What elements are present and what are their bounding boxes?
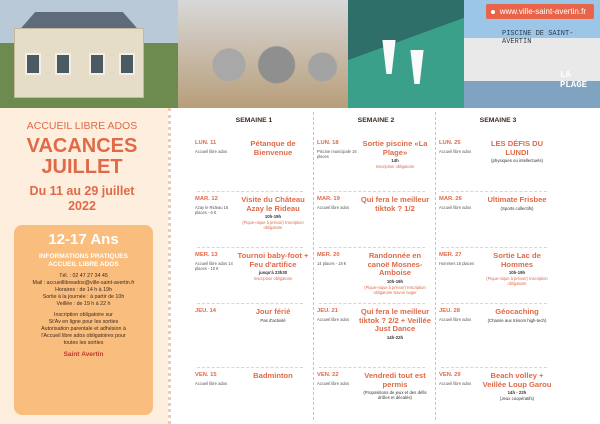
- logo-part-a: Saint: [63, 351, 80, 358]
- day-note: Accueil libre ados: [439, 381, 472, 386]
- day-label: MAR. 12: [195, 196, 218, 202]
- day-label: LUN. 25: [439, 140, 461, 146]
- activity: [479, 140, 555, 163]
- row-divider: [319, 247, 425, 248]
- activity-subtitle: Pas d'activité: [260, 317, 286, 323]
- info-heading-2: ACCUEIL LIBRE ADOS: [48, 261, 119, 268]
- activity-title: Qui fera le meilleur tiktok ? 2/2 + Veillée Just Dance: [359, 307, 431, 333]
- day-cell: [439, 252, 557, 305]
- day-label: MAR. 19: [317, 196, 340, 202]
- building-logo: LA PLAGE: [560, 70, 588, 90]
- left-panel: [0, 108, 164, 424]
- day-cell: [195, 252, 313, 305]
- info-heading: [14, 253, 153, 269]
- activity-title: Vendredi tout est permis: [364, 371, 426, 389]
- activity-time: 10h-19h: [508, 270, 526, 275]
- activity-note: (Pique-nique à prévoir) Inscription obligatoire: [242, 220, 304, 230]
- age-range: 12-17 Ans: [48, 231, 119, 248]
- activity-title: Visite du Château Azay le Rideau: [241, 195, 305, 213]
- activity-title: Jour férié: [255, 307, 291, 316]
- activity-time: 10h-19h: [386, 278, 404, 284]
- day-label: MAR. 26: [439, 196, 462, 202]
- activity: [479, 308, 555, 323]
- activity-title: Géocaching: [495, 307, 539, 316]
- row-divider: [441, 367, 547, 368]
- row-divider: [197, 247, 303, 248]
- activity: [357, 196, 433, 214]
- activity-note: Inscription obligatoire: [253, 276, 293, 281]
- row-divider: [319, 303, 425, 304]
- day-note: Accueil libre ados 14 places - 10 €: [195, 261, 233, 271]
- day-cell: [317, 372, 435, 424]
- day-note: Accueil libre ados: [317, 317, 350, 322]
- day-note: Azay le Rideau 16 places - 6 €: [195, 205, 229, 215]
- activity-time: jusqu'à 23h30: [258, 270, 288, 275]
- row-divider: [319, 191, 425, 192]
- activity: [357, 252, 433, 295]
- activity: [357, 372, 433, 400]
- title-line-1: VACANCES: [26, 135, 138, 157]
- email[interactable]: Mail : accueillibreados@ville-saint-avertin.fr: [32, 280, 135, 286]
- building-sign: PISCINE DE SAINT-AVERTIN: [502, 30, 574, 46]
- activity-title: Qui fera le meilleur tiktok ? 1/2: [360, 195, 430, 213]
- info-heading-1: INFORMATIONS PRATIQUES: [39, 253, 128, 260]
- photo-badminton: [348, 0, 464, 108]
- row-divider: [319, 367, 425, 368]
- activity-subtitle: (Sports collectifs): [500, 205, 534, 211]
- city-logo: [14, 351, 153, 358]
- day-cell: [195, 372, 313, 424]
- day-cell: [317, 252, 435, 305]
- activity-subtitle: (Jeux coopératifs): [499, 396, 535, 401]
- week-header-3: SEMAINE 3: [479, 117, 517, 124]
- day-cell: [317, 196, 435, 249]
- phone: Tél. : 02 47 27 34 45: [59, 273, 108, 279]
- day-cell: [195, 140, 313, 193]
- activity: [479, 252, 555, 286]
- main-title: [0, 136, 164, 178]
- activity: [479, 372, 555, 401]
- photo-strip: [0, 0, 600, 108]
- registration-2: St'Av en ligne pour les sorties: [48, 319, 119, 325]
- activity-title: Ultimate Frisbee: [487, 195, 547, 204]
- day-label: MER. 13: [195, 252, 218, 258]
- activity-note: (Pique-nique à prévoir) Inscription obligatoire Savoir nager: [364, 284, 426, 295]
- activity-subtitle: (physiques ou intellectuels): [491, 158, 543, 163]
- activity-note: Inscription obligatoire: [375, 164, 415, 169]
- day-note: Accueil libre ados: [439, 205, 472, 210]
- dates: [0, 184, 164, 214]
- evening-hours: Veillée : de 19 h à 22 h: [56, 301, 111, 307]
- day-cell: [439, 308, 557, 361]
- day-label: JEU. 28: [439, 308, 460, 314]
- registration-1: Inscription obligatoire sur: [54, 312, 113, 318]
- column-divider: [313, 112, 314, 420]
- day-cell: [317, 140, 435, 193]
- week-header-1: SEMAINE 1: [235, 117, 273, 124]
- activity-title: Sortie piscine «La Plage»: [362, 139, 428, 157]
- day-note: Accueil libre ados: [317, 381, 350, 386]
- activity: [235, 308, 311, 323]
- day-cell: [195, 196, 313, 249]
- day-label: LUN. 18: [317, 140, 339, 146]
- row-divider: [197, 191, 303, 192]
- activity-subtitle: (Propositions de jeux et des défis drôles et décalés): [363, 390, 427, 400]
- logo-part-b: Avertin: [81, 351, 104, 358]
- activity: [357, 308, 433, 341]
- day-cell: [317, 308, 435, 361]
- day-label: VEN. 15: [195, 372, 217, 378]
- row-divider: [441, 303, 547, 304]
- day-label: JEU. 14: [195, 308, 216, 314]
- day-note: Piscine municipale 16 places: [317, 149, 357, 159]
- activity: [235, 252, 311, 281]
- day-note: Accueil libre ados: [195, 381, 228, 386]
- activity-time: 14h: [391, 158, 399, 163]
- activity: [235, 372, 311, 382]
- day-note: Hommes 16 places: [439, 261, 475, 266]
- day-note: Accueil libre ados: [439, 317, 472, 322]
- authorization-3: toutes les sorties: [63, 340, 104, 346]
- day-cell: [439, 196, 557, 249]
- activity-title: Tournoi baby-foot + Feu d'artifice: [237, 251, 309, 269]
- row-divider: [197, 303, 303, 304]
- day-label: VEN. 29: [439, 372, 461, 378]
- activity-subtitle: (Chasse aux trésors high-tech): [487, 317, 547, 323]
- day-note: 14 places - 18 €: [317, 261, 347, 266]
- activity-title: Beach volley + Veillée Loup Garou: [482, 371, 552, 389]
- activity-title: Randonnée en canoë Mosnes-Amboise: [367, 251, 423, 277]
- hours: Horaires : de 14 h à 19h: [55, 287, 112, 293]
- row-divider: [197, 367, 303, 368]
- day-label: MER. 27: [439, 252, 462, 258]
- photo-petanque: [178, 0, 348, 108]
- activity-title: Pétanque de Bienvenue: [250, 139, 296, 157]
- day-label: LUN. 11: [195, 140, 217, 146]
- dates-line-1: Du 11 au 29 juillet: [29, 184, 135, 198]
- row-divider: [441, 247, 547, 248]
- photo-house: [0, 0, 178, 108]
- info-box: [14, 225, 153, 415]
- activity: [235, 140, 311, 158]
- activity-title: Badminton: [253, 371, 293, 380]
- day-cell: [439, 372, 557, 424]
- day-cell: [195, 308, 313, 361]
- day-cell: [439, 140, 557, 193]
- day-label: JEU. 21: [317, 308, 338, 314]
- week-header-2: SEMAINE 2: [357, 117, 395, 124]
- activity: [479, 196, 555, 211]
- column-divider: [435, 112, 436, 420]
- activity-time: 14h - 22h: [507, 390, 527, 395]
- activity: [357, 140, 433, 169]
- authorization-1: Autorisation parentale et adhésion à: [41, 326, 126, 332]
- day-trip-hours: Sortie à la journée : à partir de 10h: [42, 294, 125, 300]
- day-note: Accueil libre ados: [439, 149, 472, 154]
- accueil-label: ACCUEIL LIBRE ADOS: [26, 120, 138, 132]
- day-note: Accueil libre ados: [317, 205, 350, 210]
- authorization-2: l'Accueil libre ados obligatoires pour: [41, 333, 126, 339]
- website-url-link[interactable]: www.ville-saint-avertin.fr: [486, 4, 594, 19]
- activity-title: LES DÉFIS DU LUNDI: [490, 139, 544, 157]
- row-divider: [441, 191, 547, 192]
- dates-line-2: 2022: [68, 199, 96, 213]
- activity-time: 14h-22h: [386, 334, 404, 340]
- day-label: MER. 20: [317, 252, 340, 258]
- day-note: Accueil libre ados: [195, 149, 228, 154]
- activity-note: (Pique-nique à prévoir) Inscription obligatoire: [486, 276, 548, 286]
- activity: [235, 196, 311, 230]
- schedule-table: [168, 108, 600, 424]
- day-label: VEN. 22: [317, 372, 339, 378]
- activity-title: Sortie Lac de Hommes: [493, 251, 541, 269]
- title-line-2: JUILLET: [41, 156, 123, 178]
- activity-time: 10h-19h: [264, 214, 282, 219]
